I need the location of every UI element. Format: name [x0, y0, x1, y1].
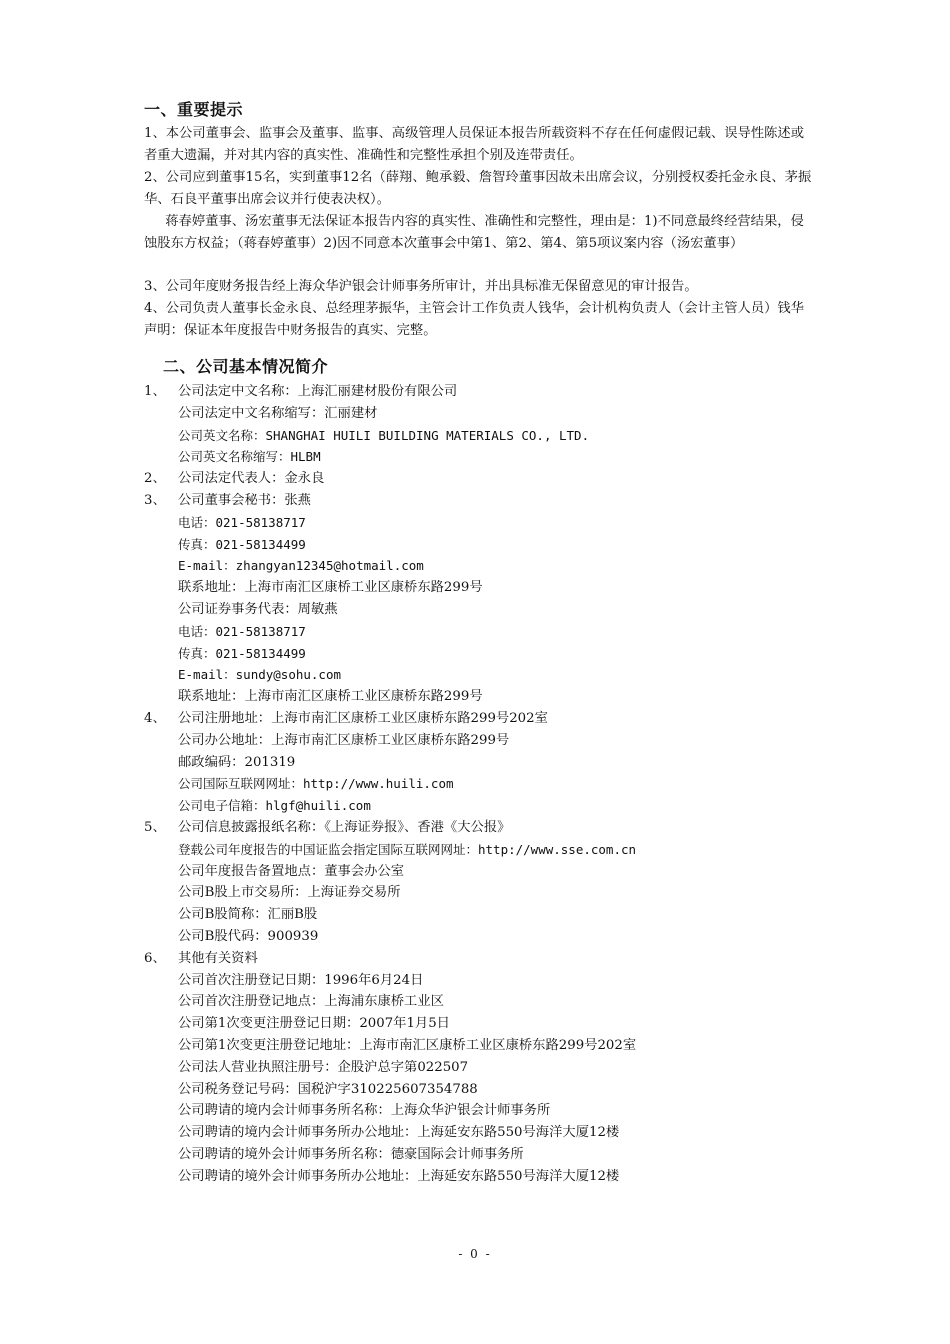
profile-row-text: E-mail：zhangyan12345@hotmail.com: [178, 558, 424, 574]
profile-row: [0, 664, 950, 686]
profile-row: [0, 1122, 950, 1144]
profile-row: [0, 555, 950, 577]
profile-row: [0, 752, 950, 774]
profile-row-text: 公司B股简称：汇丽B股: [178, 907, 318, 923]
profile-row-text: 公司国际互联网网址：http://www.huili.com: [178, 776, 454, 792]
profile-row-text: 公司年度报告备置地点：董事会办公室: [178, 863, 405, 879]
section-heading-company-profile: 二、公司基本情况简介: [163, 357, 329, 376]
profile-row: [0, 468, 950, 490]
profile-row: [0, 1013, 950, 1035]
profile-row: [0, 1166, 950, 1188]
profile-row: [0, 773, 950, 795]
profile-row: [0, 512, 950, 534]
profile-row: [0, 599, 950, 621]
profile-row-text: 公司聘请的境内会计师事务所名称：上海众华沪银会计师事务所: [178, 1103, 551, 1119]
profile-row-text: 传真：021-58134499: [178, 536, 306, 552]
profile-row-text: 其他有关资料: [178, 950, 258, 966]
company-profile-list: [0, 381, 950, 1187]
profile-row-text: 公司聘请的境内会计师事务所办公地址：上海延安东路550号海洋大厦12楼: [178, 1125, 620, 1141]
profile-row: [0, 926, 950, 948]
notice-paragraph-directors: 蒋春婷董事、汤宏董事无法保证本报告内容的真实性、准确性和完整性，理由是：1)不同意最终经营结果，侵蚀股东方权益；（蒋春婷董事）2)因不同意本次董事会中第1、第2、第4、第5项议案内容（汤宏董事）: [144, 214, 804, 251]
profile-row: [0, 991, 950, 1013]
profile-row: [0, 446, 950, 468]
notice-paragraph-1: 1、本公司董事会、监事会及董事、监事、高级管理人员保证本报告所载资料不存在任何虚假记载、误导性陈述或者重大遗漏，并对其内容的真实性、准确性和完整性承担个别及连带责任。: [144, 126, 805, 163]
profile-row-text: 公司法定中文名称缩写：汇丽建材: [178, 405, 378, 421]
profile-row: [0, 425, 950, 447]
profile-row-text: 传真：021-58134499: [178, 645, 306, 661]
notice-paragraph-2: 2、公司应到董事15名，实到董事12名（薛翔、鲍承毅、詹智玲董事因故未出席会议，分别授权委托金永良、茅振华、石良平董事出席会议并行使表决权）。: [144, 170, 812, 207]
profile-row-text: 邮政编码：201319: [178, 754, 296, 770]
profile-row: [0, 817, 950, 839]
profile-row-text: 公司法定代表人：金永良: [178, 471, 325, 487]
profile-row-text: 公司英文名称：SHANGHAI HUILI BUILDING MATERIALS CO., LTD.: [178, 427, 590, 443]
profile-row-text: 公司办公地址：上海市南汇区康桥工业区康桥东路299号: [178, 732, 510, 748]
profile-row-text: 公司B股代码：900939: [178, 928, 319, 944]
profile-row: [0, 381, 950, 403]
profile-row-text: 电话：021-58138717: [178, 514, 306, 530]
profile-row-number: 4、: [144, 710, 166, 726]
profile-row-text: 公司英文名称缩写：HLBM: [178, 449, 321, 465]
profile-row: [0, 686, 950, 708]
profile-row-number: 3、: [144, 492, 166, 508]
profile-row: [0, 882, 950, 904]
section-heading-important-notice: 一、重要提示: [144, 100, 244, 119]
profile-row-text: 联系地址：上海市南汇区康桥工业区康桥东路299号: [178, 580, 483, 596]
profile-row-text: 联系地址：上海市南汇区康桥工业区康桥东路299号: [178, 689, 483, 705]
profile-row: [0, 643, 950, 665]
profile-row-number: 5、: [144, 819, 166, 835]
profile-row-number: 2、: [144, 471, 166, 487]
profile-row-text: 公司注册地址：上海市南汇区康桥工业区康桥东路299号202室: [178, 710, 548, 726]
notice-paragraph-4: 4、公司负责人董事长金永良、总经理茅振华，主管会计工作负责人钱华，会计机构负责人（会计主管人员）钱华声明：保证本年度报告中财务报告的真实、完整。: [144, 301, 805, 338]
profile-row-text: 公司第1次变更注册登记日期：2007年1月5日: [178, 1016, 450, 1032]
profile-row: [0, 1057, 950, 1079]
profile-row-text: 公司第1次变更注册登记地址：上海市南汇区康桥工业区康桥东路299号202室: [178, 1037, 637, 1053]
profile-row: [0, 948, 950, 970]
profile-row-text: 公司聘请的境外会计师事务所办公地址：上海延安东路550号海洋大厦12楼: [178, 1168, 620, 1184]
profile-row-text: 登载公司年度报告的中国证监会指定国际互联网网址：http://www.sse.com.cn: [178, 841, 637, 857]
profile-row: [0, 861, 950, 883]
profile-row: [0, 839, 950, 861]
profile-row: [0, 534, 950, 556]
profile-row: [0, 577, 950, 599]
profile-row-text: E-mail：sundy@sohu.com: [178, 667, 342, 683]
profile-row: [0, 708, 950, 730]
profile-row-text: 公司首次注册登记地点：上海浦东康桥工业区: [178, 994, 444, 1010]
profile-row: [0, 1100, 950, 1122]
profile-row: [0, 730, 950, 752]
profile-row-text: 公司法人营业执照注册号：企股沪总字第022507: [178, 1059, 469, 1075]
profile-row: [0, 1144, 950, 1166]
profile-row-number: 6、: [144, 950, 166, 966]
profile-row-number: 1、: [144, 384, 166, 399]
profile-row-text: 公司证券事务代表：周敏燕: [178, 601, 338, 617]
profile-row: [0, 1079, 950, 1101]
profile-row: [0, 403, 950, 425]
profile-row-text: 公司B股上市交易所：上海证券交易所: [178, 885, 401, 901]
profile-row-text: 公司信息披露报纸名称：《上海证券报》、香港《大公报》: [178, 819, 511, 835]
profile-row-text: 公司首次注册登记日期：1996年6月24日: [178, 972, 424, 988]
profile-row: [0, 795, 950, 817]
profile-row-text: 公司聘请的境外会计师事务所名称：德豪国际会计师事务所: [178, 1146, 524, 1162]
profile-row: [0, 904, 950, 926]
page-number: - 0 -: [458, 1247, 492, 1261]
profile-row: [0, 621, 950, 643]
profile-row: [0, 970, 950, 992]
profile-row-text: 公司电子信箱：hlgf@huili.com: [178, 798, 371, 814]
profile-row-text: 公司法定中文名称：上海汇丽建材股份有限公司: [178, 384, 458, 399]
profile-row: [0, 490, 950, 512]
notice-paragraph-3: 3、公司年度财务报告经上海众华沪银会计师事务所审计，并出具标准无保留意见的审计报告。: [144, 279, 698, 294]
profile-row-text: 电话：021-58138717: [178, 623, 306, 639]
profile-row: [0, 1035, 950, 1057]
profile-row-text: 公司税务登记号码：国税沪字310225607354788: [178, 1081, 478, 1097]
profile-row-text: 公司董事会秘书：张燕: [178, 492, 311, 508]
